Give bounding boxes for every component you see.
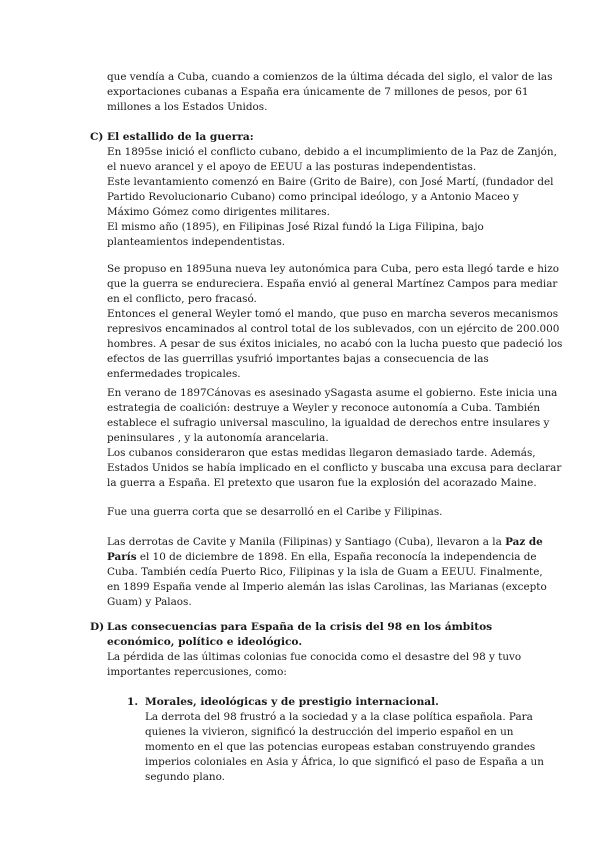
text-line: París el 10 de diciembre de 1898. En ella, España reconocía la independencia de: [107, 551, 537, 563]
text-line: represivos encaminados al control total de los sublevados, con un ejército de 200.000: [107, 323, 560, 335]
text-line: Este levantamiento comenzó en Baire (Grito de Baire), con José Martí, (fundador del: [107, 176, 554, 188]
bold-term: Paz de: [505, 536, 543, 548]
text-line: Se propuso en 1895una nueva ley autonómica para Cuba, pero esta llegó tarde e hizo: [107, 263, 559, 275]
text-line: exportaciones cubanas a España era únicamente de 7 millones de pesos, por 61: [107, 86, 529, 98]
text-line: La derrota del 98 frustró a la sociedad y a la clase política española. Para: [145, 711, 533, 723]
text-line: Fue una guerra corta que se desarrolló en el Caribe y Filipinas.: [107, 506, 443, 518]
list-item-number: 1.: [127, 696, 139, 708]
text-line: Estados Unidos se había implicado en el conflicto y buscaba una excusa para declarar: [107, 462, 562, 474]
section-c-title: El estallido de la guerra:: [107, 131, 254, 143]
text-line: el nuevo arancel y el apoyo de EEUU a las posturas independentistas.: [107, 161, 477, 173]
text-line: quienes la vivieron, significó la destrucción del imperio español en un: [145, 726, 514, 738]
text-line: imperios coloniales en Asia y África, lo que significó el paso de España a un: [145, 756, 544, 768]
text-line: Máximo Gómez como dirigentes militares.: [107, 206, 330, 218]
text-line: efectos de las guerrillas ysufrió importantes bajas a consecuencia de las: [107, 353, 489, 365]
text-line: Entonces el general Weyler tomó el mando, que puso en marcha severos mecanismos: [107, 308, 559, 320]
section-d-letter: D): [90, 621, 105, 633]
text-line: Los cubanos consideraron que estas medidas llegaron demasiado tarde. Además,: [107, 447, 536, 459]
text-line: establece el sufragio universal masculino, la igualdad de derechos entre insulares y: [107, 417, 550, 429]
list-item-title: Morales, ideológicas y de prestigio internacional.: [145, 696, 439, 708]
text-line: Partido Revolucionario Cubano) como principal ideólogo, y a Antonio Maceo y: [107, 191, 519, 203]
text-line: En 1895se inició el conflicto cubano, debido a el incumplimiento de la Paz de Zanjón,: [107, 146, 557, 158]
section-c-paragraph-1: [107, 145, 557, 250]
text-line: en el conflicto, pero fracasó.: [107, 293, 257, 305]
section-c-paragraph-2: [107, 262, 562, 382]
text-line: que vendía a Cuba, cuando a comienzos de la última década del siglo, el valor de las: [107, 71, 553, 83]
intro-paragraph: [107, 70, 552, 115]
text-line: estrategia de coalición: destruye a Weyler y reconoce autonomía a Cuba. También: [107, 402, 541, 414]
text-line: en 1899 España vende al Imperio alemán las islas Carolinas, las Marianas (excepto: [107, 581, 547, 593]
bold-term: París: [107, 551, 137, 563]
text-line: La pérdida de las últimas colonias fue conocida como el desastre del 98 y tuvo: [107, 651, 522, 663]
section-c-paragraph-4: [107, 505, 442, 520]
text-line: enfermedades tropicales.: [107, 368, 241, 380]
section-d-title: Las consecuencias para España de la crisis del 98 en los ámbitos económico, político e ideológico.: [107, 621, 493, 648]
text-line: En verano de 1897Cánovas es asesinado ySagasta asume el gobierno. Este inicia una: [107, 387, 558, 399]
text-line: El mismo año (1895), en Filipinas José Rizal fundó la Liga Filipina, bajo: [107, 221, 484, 233]
text-line: millones a los Estados Unidos.: [107, 101, 268, 113]
section-c-letter: C): [90, 131, 104, 143]
text-line: Las derrotas de Cavite y Manila (Filipinas) y Santiago (Cuba), llevaron a la Paz de: [107, 536, 543, 548]
section-c-paragraph-3: [107, 386, 561, 491]
text-line: planteamientos independentistas.: [107, 236, 286, 248]
section-d-intro: [107, 650, 521, 680]
text-line: la guerra a España. El pretexto que usaron fue la explosión del acorazado Maine.: [107, 477, 537, 489]
text-line: que la guerra se endureciera. España envió al general Martínez Campos para mediar: [107, 278, 558, 290]
text-line: momento en el que las potencias europeas estaban construyendo grandes: [145, 741, 536, 753]
text-line: Guam) y Palaos.: [107, 596, 192, 608]
text-line: segundo plano.: [145, 771, 225, 783]
text-line: importantes repercusiones, como:: [107, 666, 287, 678]
list-item-body: [145, 710, 544, 785]
text-line: hombres. A pesar de sus éxitos iniciales, no acabó con la lucha puesto que padeció los: [107, 338, 563, 350]
text-line: peninsulares , y la autonomía arancelaria.: [107, 432, 329, 444]
section-c-paragraph-5: [107, 535, 547, 610]
text-line: Cuba. También cedía Puerto Rico, Filipinas y la isla de Guam a EEUU. Finalmente,: [107, 566, 543, 578]
